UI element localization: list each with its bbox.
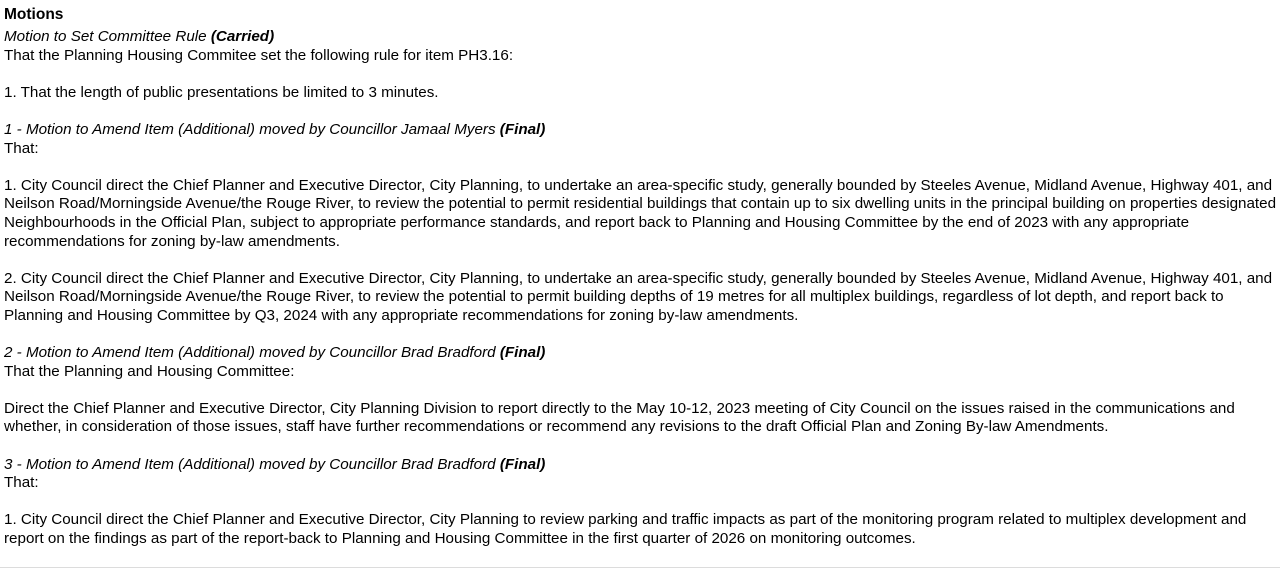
motion-paragraph: That the Planning Housing Commitee set the following rule for item PH3.16: [4,46,514,64]
motion-block [4,456,1278,549]
motion-block [4,28,1278,121]
motion-title-text: 3 - Motion to Amend Item (Additional) moved by Councillor Brad Bradford [4,455,496,473]
section-heading: Motions [4,6,64,23]
motion-status: (Final) [499,455,546,473]
motion-paragraph: Direct the Chief Planner and Executive Director, City Planning Division to report directly to the May 10-12, 2023 meeting of City Council on the issues raised in the communications and whether, in consideration of those issues, staff have further recommendations or recommend any revisions to the draft Official Plan and Zoning By-law Amendments. [4,399,1235,436]
motion-paragraph: 2. City Council direct the Chief Planner and Executive Director, City Planning, to undertake an area-specific study, generally bounded by Steeles Avenue, Midland Avenue, Highway 401, and Neilson Road/Morningside Avenue/the Rouge River, to review the potential to permit building depths of 19 metres for all multiplex buildings, regardless of lot depth, and report back to Planning and Housing Committee by Q3, 2024 with any appropriate recommendations for zoning by-law amendments. [4,269,1273,324]
motion-title [4,28,1278,47]
motion-title-text: Motion to Set Committee Rule [4,28,207,45]
motion-title [4,344,1278,363]
motion-block [4,121,1278,344]
motion-title-text: 2 - Motion to Amend Item (Additional) moved by Councillor Brad Bradford [4,344,496,362]
motion-status: (Final) [499,120,546,138]
motion-paragraph: 1. City Council direct the Chief Planner and Executive Director, City Planning to review parking and traffic impacts as part of the monitoring program related to multiplex development and report on the findings as part of the report-back to Planning and Housing Committee in the first quarter of 2026 on monitoring outcomes. [4,511,1247,548]
motion-status: (Final) [499,344,546,362]
motions-section [4,6,1278,549]
motion-title-text: 1 - Motion to Amend Item (Additional) moved by Councillor Jamaal Myers [4,120,496,138]
motion-paragraph: That: [4,139,39,157]
motion-block [4,344,1278,456]
motion-paragraph: That: [4,474,39,492]
motion-paragraph: 1. That the length of public presentations be limited to 3 minutes. [4,83,439,101]
motion-status: (Carried) [210,28,275,45]
divider [0,567,1280,568]
motion-title [4,456,1278,475]
motion-paragraph: 1. City Council direct the Chief Planner and Executive Director, City Planning, to undertake an area-specific study, generally bounded by Steeles Avenue, Midland Avenue, Highway 401, and Neilson Road/Morningside Avenue/the Rouge River, to review the potential to permit residential buildings that contain up to six dwelling units in the principal building on properties designated Neighbourhoods in the Official Plan, subject to appropriate performance standards, and report back to Planning and Housing Committee by the end of 2023 with any appropriate recommendations for zoning by-law amendments. [4,176,1277,250]
motion-paragraph: That the Planning and Housing Committee: [4,362,295,380]
motion-title [4,121,1278,140]
